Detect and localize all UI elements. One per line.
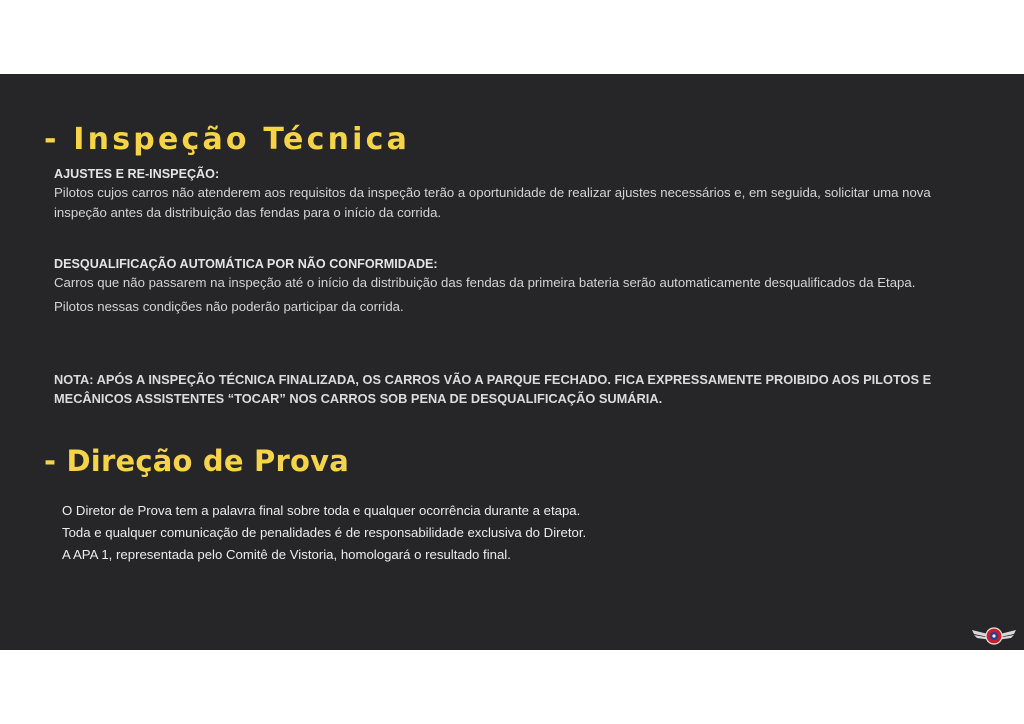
note-parque-fechado: NOTA: APÓS A INSPEÇÃO TÉCNICA FINALIZADA, OS CARROS VÃO A PARQUE FECHADO. FICA EXPRESSAMENTE PROIBIDO AOS PILOTOS E MECÂNICOS ASSISTENTES “TOCAR” NOS CARROS SOB PENA DE DESQUALIFICAÇÃO SUMÁRIA. xyxy=(54,372,932,406)
direcao-line-2: Toda e qualquer comunicação de penalidades é de responsabilidade exclusiva do Diretor. xyxy=(62,525,587,540)
block-direcao xyxy=(62,500,862,566)
paragraph-ajustes: Pilotos cujos carros não atenderem aos requisitos da inspeção terão a oportunidade de realizar ajustes necessários e, em seguida, solicitar uma nova inspeção antes da distribuição das fendas para o início da corrida. xyxy=(54,185,931,220)
subtitle-desqualificacao: DESQUALIFICAÇÃO AUTOMÁTICA POR NÃO CONFORMIDADE: xyxy=(54,257,438,271)
block-desqualificacao xyxy=(54,255,974,317)
paragraph-pilotos: Pilotos nessas condições não poderão participar da corrida. xyxy=(54,299,404,314)
slide xyxy=(0,74,1024,650)
section-title-direcao: - Direção de Prova xyxy=(44,444,349,478)
block-ajustes xyxy=(54,165,974,223)
direcao-line-3: A APA 1, representada pelo Comitê de Vistoria, homologará o resultado final. xyxy=(62,547,511,562)
subtitle-ajustes: AJUSTES E RE-INSPEÇÃO: xyxy=(54,167,220,181)
winged-emblem-icon xyxy=(970,624,1018,646)
section-title-inspecao: - Inspeção Técnica xyxy=(44,122,411,157)
paragraph-desqualificacao: Carros que não passarem na inspeção até o início da distribuição das fendas da primeira bateria serão automaticamente desqualificados da Etapa. xyxy=(54,275,916,290)
direcao-line-1: O Diretor de Prova tem a palavra final sobre toda e qualquer ocorrência durante a etapa. xyxy=(62,503,581,518)
block-nota xyxy=(54,370,934,408)
